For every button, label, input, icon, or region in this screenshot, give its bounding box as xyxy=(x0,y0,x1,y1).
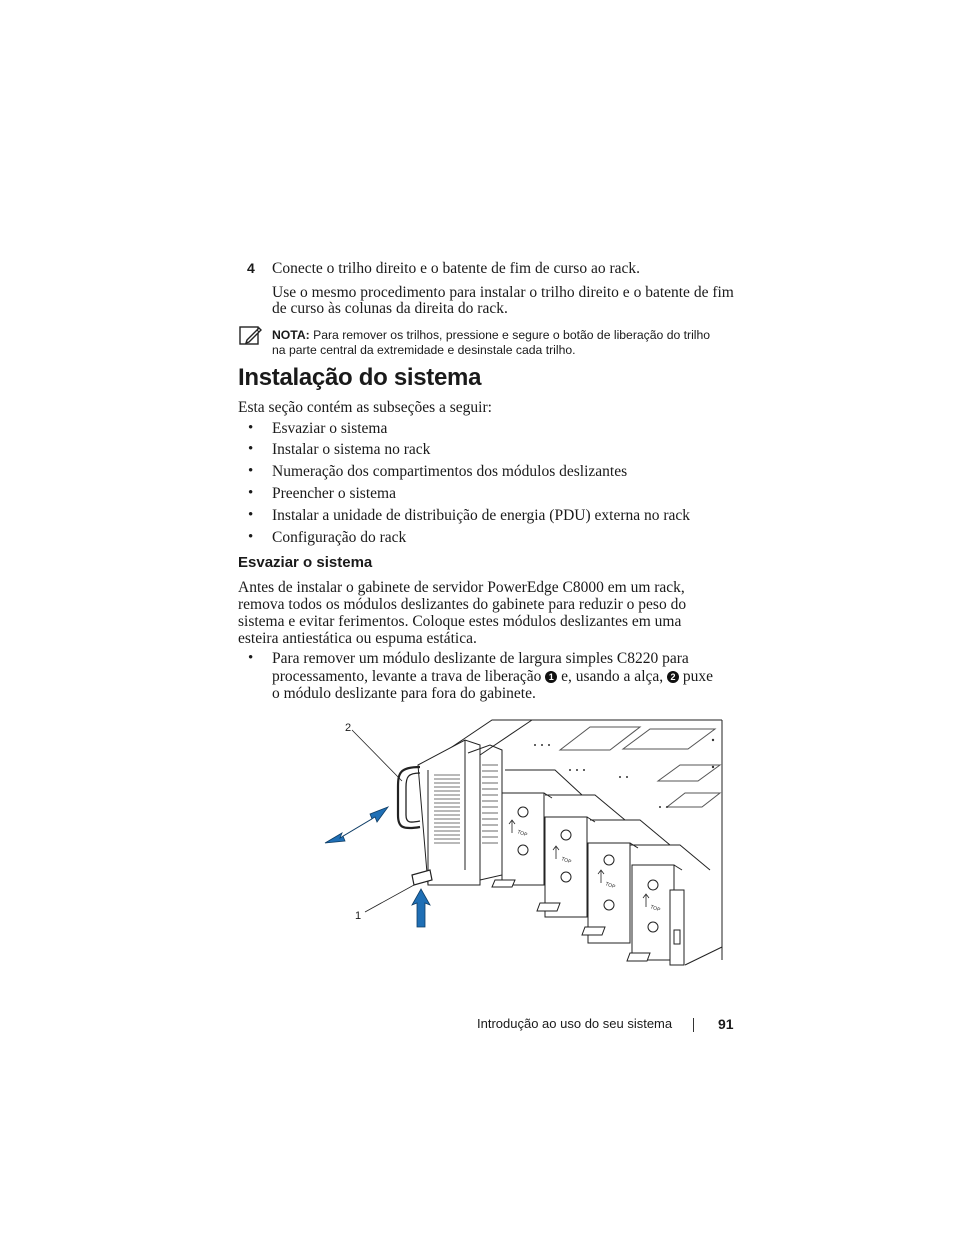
callout-marker-2: 2 xyxy=(667,671,679,683)
note-label: NOTA: xyxy=(272,328,310,342)
bullet-line2-part-b: e, usando a alça, xyxy=(557,668,668,685)
list-item: Esvaziar o sistema xyxy=(272,420,388,437)
pencil-note-icon xyxy=(239,326,263,346)
step-detail-line1: Use o mesmo procedimento para instalar o trilho direito e o batente de fim xyxy=(272,284,734,301)
bullet-line2-part-c: puxe xyxy=(679,668,714,685)
subsection-title: Esvaziar o sistema xyxy=(238,554,373,571)
figure-callout-2: 2 xyxy=(345,722,352,734)
list-item: Numeração dos compartimentos dos módulos deslizantes xyxy=(272,463,628,480)
list-item: Preencher o sistema xyxy=(272,485,396,502)
footer-title: Introdução ao uso do seu sistema xyxy=(477,1016,673,1031)
para-line: Antes de instalar o gabinete de servidor PowerEdge C8000 em um rack, xyxy=(238,579,685,596)
list-item: Configuração do rack xyxy=(272,529,407,546)
list-item: Instalar a unidade de distribuição de energia (PDU) externa no rack xyxy=(272,507,691,524)
bullet-line2-part-a: processamento, levante a trava de liberação xyxy=(272,668,546,685)
note-line2: na parte central da extremidade e desinstale cada trilho. xyxy=(272,343,576,357)
section-intro: Esta seção contém as subseções a seguir: xyxy=(238,399,492,416)
note-line1-text: Para remover os trilhos, pressione e segure o botão de liberação do trilho xyxy=(309,328,711,342)
bullet-marker: • xyxy=(248,420,254,436)
top-label: TOP xyxy=(516,829,528,839)
top-label: TOP xyxy=(649,904,661,914)
bullet-marker: • xyxy=(248,529,254,545)
footer-divider xyxy=(693,1018,694,1032)
sled-removal-illustration xyxy=(320,715,725,980)
step-detail-line2: de curso às colunas da direita do rack. xyxy=(272,300,508,317)
bullet-line2 xyxy=(272,668,713,685)
top-label: TOP xyxy=(604,881,616,891)
motion-arrows xyxy=(325,807,430,927)
list-item: Instalar o sistema no rack xyxy=(272,441,431,458)
para-line: remova todos os módulos deslizantes do gabinete para reduzir o peso do xyxy=(238,596,687,613)
bullet-marker: • xyxy=(248,485,254,501)
bullet-marker: • xyxy=(248,507,254,523)
callout-marker-1: 1 xyxy=(545,671,557,683)
step-number: 4 xyxy=(247,260,255,276)
note-line1 xyxy=(272,328,710,343)
section-title: Instalação do sistema xyxy=(238,364,482,391)
bullet-marker: • xyxy=(248,463,254,479)
bullet-marker: • xyxy=(248,441,254,457)
top-label: TOP xyxy=(560,856,572,866)
bullet-line3: o módulo deslizante para fora do gabinete. xyxy=(272,685,536,702)
bullet-line1: Para remover um módulo deslizante de largura simples C8220 para xyxy=(272,650,689,667)
page-number: 91 xyxy=(718,1016,734,1032)
para-line: esteira antiestática ou espuma estática. xyxy=(238,630,477,647)
figure-callout-1: 1 xyxy=(355,910,362,922)
bullet-marker: • xyxy=(248,650,254,666)
para-line: sistema e evitar ferimentos. Coloque estes módulos deslizantes em uma xyxy=(238,613,682,630)
step-text: Conecte o trilho direito e o batente de fim de curso ao rack. xyxy=(272,260,640,277)
